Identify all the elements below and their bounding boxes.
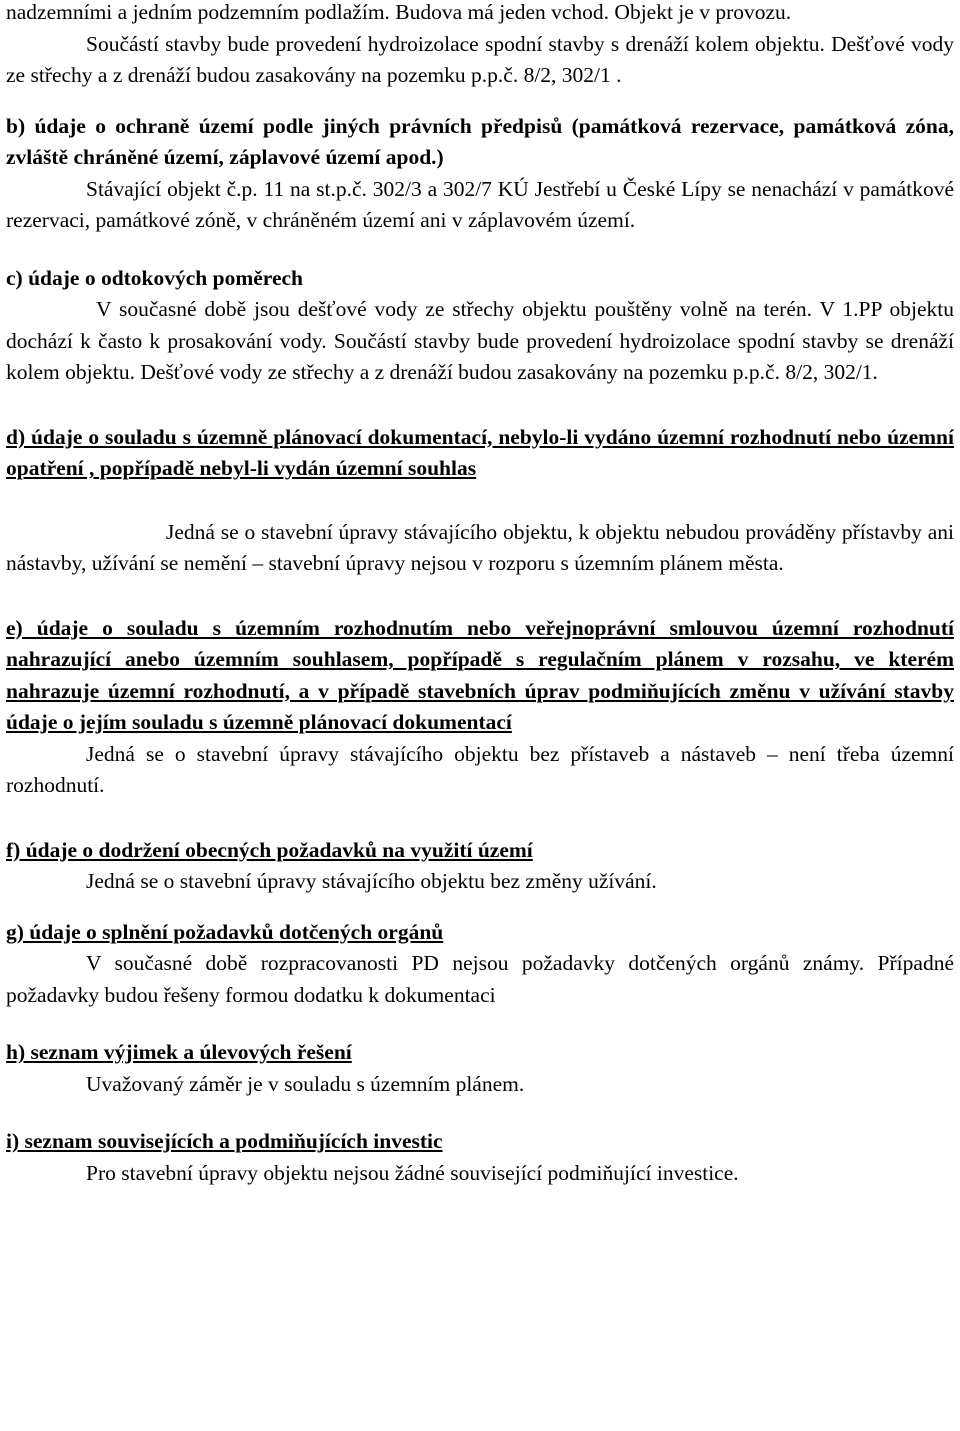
- intro-paragraph-2: Součástí stavby bude provedení hydroizolace spodní stavby s drenáží kolem objektu. Dešťové vody ze střechy a z drenáží budou zasakovány na pozemku p.p.č. 8/2, 302/1 .: [6, 31, 954, 87]
- section-i-heading: i) seznam souvisejících a podmiňujících investic: [6, 1129, 443, 1153]
- intro-paragraph-1: nadzemními a jedním podzemním podlažím. Budova má jeden vchod. Objekt je v provozu.: [6, 0, 792, 24]
- section-b-text: Stávající objekt č.p. 11 na st.p.č. 302/3 a 302/7 KÚ Jestřebí u České Lípy se nenachází v památkové rezervaci, památkové zóně, v chráněném území ani v záplavovém území.: [6, 176, 954, 232]
- spacer: [6, 898, 954, 917]
- section-f-heading: f) údaje o dodržení obecných požadavků na využití území: [6, 837, 533, 862]
- spacer: [6, 1100, 954, 1126]
- document-page: [6, 0, 954, 1189]
- section-h-text: Uvažovaný záměr je v souladu s územním plánem.: [86, 1071, 525, 1096]
- section-f-text: Jedná se o stavební úpravy stávajícího objektu bez změny užívání.: [86, 869, 657, 893]
- section-h-heading: h) seznam výjimek a úlevových řešení: [6, 1040, 352, 1064]
- section-i-text: Pro stavební úpravy objektu nejsou žádné související podmiňující investice.: [86, 1160, 739, 1185]
- spacer: [6, 237, 954, 263]
- section-d-heading: d) údaje o souladu s územně plánovací dokumentací, nebylo-li vydáno územní rozhodnutí nebo územní opatření , popřípadě nebyl-li vydán územní souhlas: [6, 424, 954, 480]
- section-c-heading: c) údaje o odtokových poměrech: [6, 265, 304, 290]
- section-e-heading: e) údaje o souladu s územním rozhodnutím nebo veřejnoprávní smlouvou územní rozhodnutí nahrazující anebo územním souhlasem, popřípadě s regulačním plánem v rozsahu, ve kterém nahrazuje územní rozhodnutí, a v případě stavebních úprav podmiňujících změnu v užívání stavby údaje o jejím souladu s územně plánovací dokumentací: [6, 615, 954, 734]
- section-c-text: V současné době jsou dešťové vody ze střechy objektu pouštěny volně na terén. V 1.PP objektu dochází k často k prosakování vody. Součástí stavby bude provedení hydroizolace spodní stavby se drenáží kolem objektu. Dešťové vody ze střechy a z drenáží budou zasakovány na pozemku p.p.č. 8/2, 302/1.: [6, 297, 954, 384]
- section-g-text: V současné době rozpracovanosti PD nejsou požadavky dotčených orgánů známy. Případné požadavky budou řešeny formou dodatku k dokumentaci: [6, 951, 954, 1007]
- section-d-text: Jedná se o stavební úpravy stávajícího objektu, k objektu nebudou prováděny přístavby ani nástavby, užívání se nemění – stavební úpravy nejsou v rozporu s územním plánem města.: [6, 519, 954, 575]
- spacer: [6, 580, 954, 613]
- section-e-text: Jedná se o stavební úpravy stávajícího objektu bez přístaveb a nástaveb – není třeba územní rozhodnutí.: [6, 741, 954, 797]
- spacer: [6, 1011, 954, 1037]
- section-b-heading: b) údaje o ochraně území podle jiných právních předpisů (památková rezervace, památková zóna, zvláště chráněné území, záplavové území apod.): [6, 113, 954, 169]
- spacer: [6, 802, 954, 835]
- spacer: [6, 485, 954, 517]
- spacer: [6, 389, 954, 422]
- section-g-heading: g) údaje o splnění požadavků dotčených orgánů: [6, 919, 444, 944]
- spacer: [6, 92, 954, 111]
